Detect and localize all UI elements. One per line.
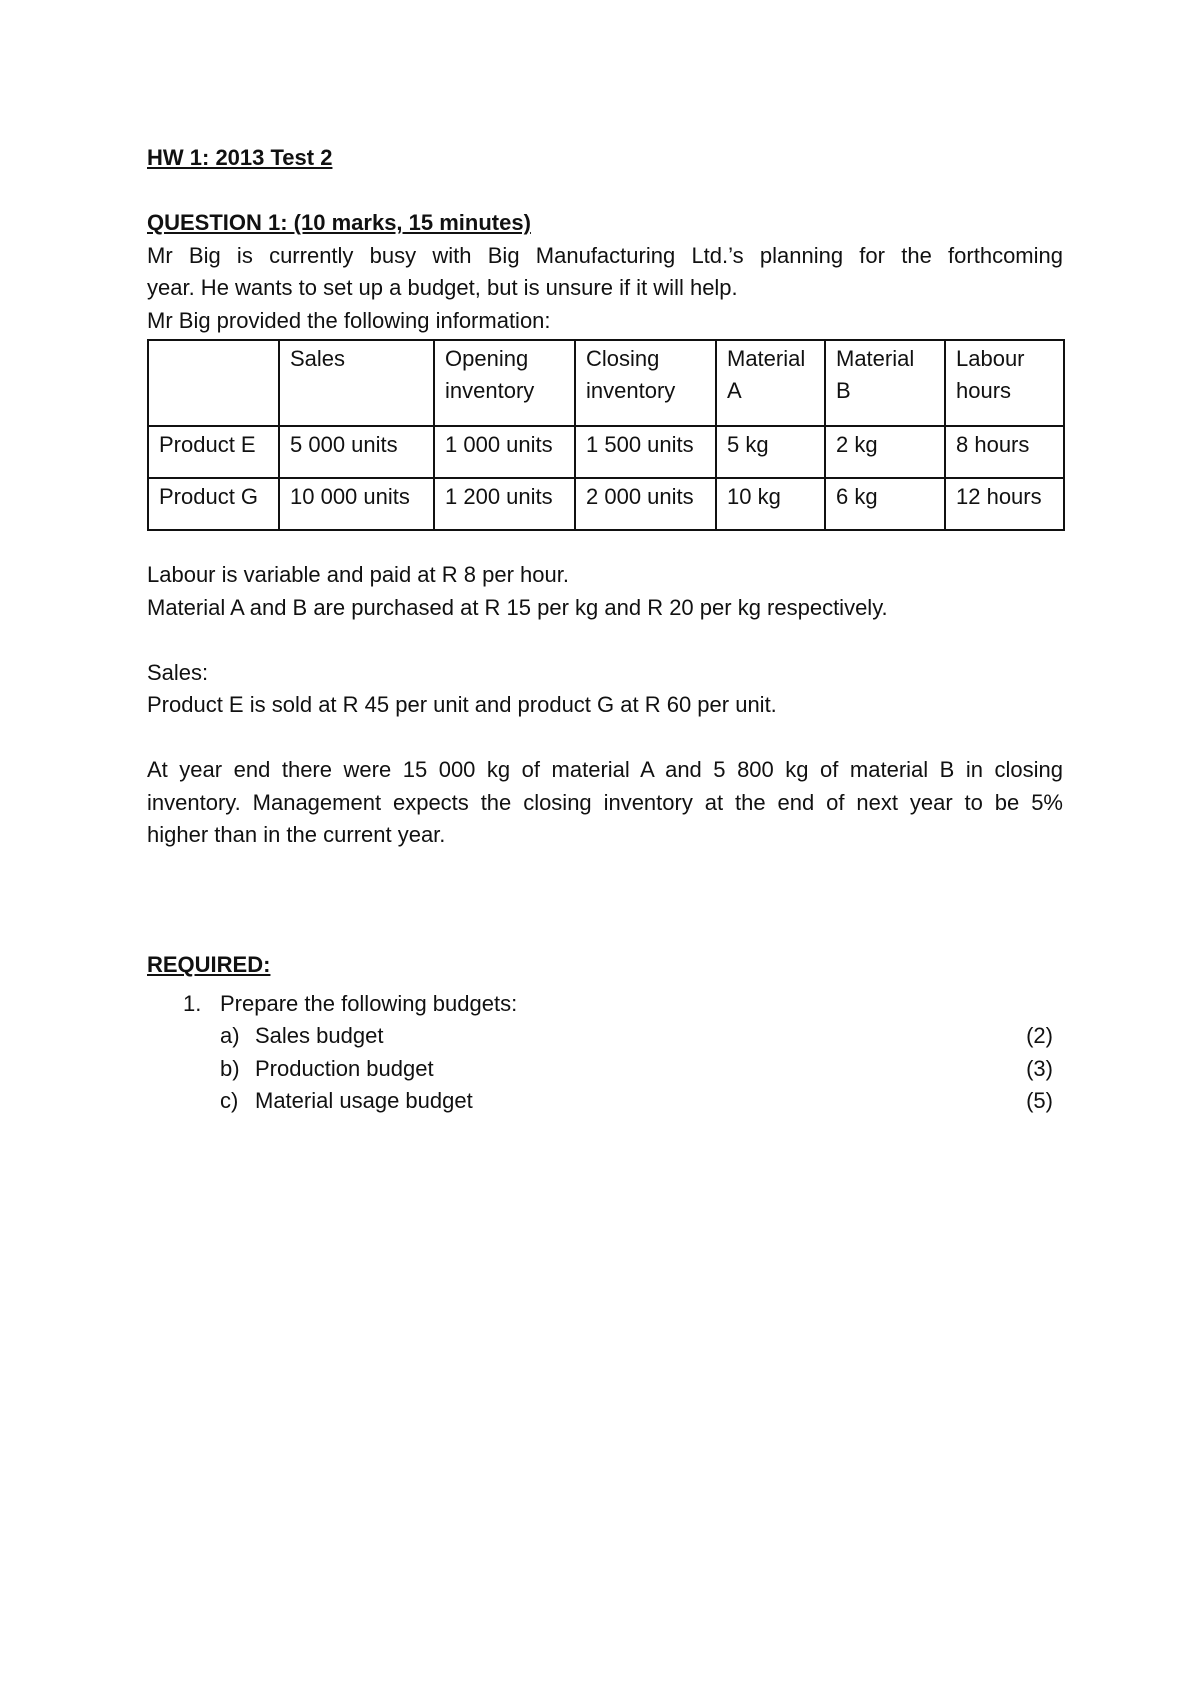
labour-rate-text: Labour is variable and paid at R 8 per hour. — [147, 562, 569, 587]
sub-item-letter: a) — [220, 1023, 240, 1048]
table-cell: Product E — [148, 426, 279, 478]
table-cell: 1 000 units — [434, 426, 575, 478]
table-cell: 6 kg — [825, 478, 945, 530]
sub-list-item — [147, 1085, 1063, 1118]
table-header-cell: Material A — [716, 340, 825, 426]
sub-item-marks: (2) — [1026, 1023, 1053, 1048]
list-number: 1. — [183, 990, 202, 1016]
table-cell: 5 kg — [716, 426, 825, 478]
table-cell: 2 000 units — [575, 478, 716, 530]
table-header-cell: Sales — [279, 340, 434, 426]
table-header-cell: Opening inventory — [434, 340, 575, 426]
table-cell: 2 kg — [825, 426, 945, 478]
question-heading: QUESTION 1: (10 marks, 15 minutes) — [147, 210, 531, 235]
required-heading: REQUIRED: — [147, 952, 271, 977]
required-list — [147, 988, 1063, 1118]
table-cell: 5 000 units — [279, 426, 434, 478]
table-cell: 10 kg — [716, 478, 825, 530]
table-header-row — [148, 340, 1064, 426]
intro-paragraph-line: Mr Big provided the following information: — [147, 307, 551, 333]
table-cell: 1 500 units — [575, 426, 716, 478]
list-item — [147, 988, 1063, 1021]
table-cell: Product G — [148, 478, 279, 530]
intro-paragraph-line: year. He wants to set up a budget, but is unsure if it will help. — [147, 275, 738, 300]
inventory-paragraph-line: inventory. Management expects the closing inventory at the end of next year to be 5% — [147, 789, 1063, 815]
table-cell: 8 hours — [945, 426, 1064, 478]
inventory-paragraph-line: At year end there were 15 000 kg of material A and 5 800 kg of material B in closing — [147, 757, 1063, 782]
material-price-text: Material A and B are purchased at R 15 per kg and R 20 per kg respectively. — [147, 594, 888, 620]
sub-item-text: Material usage budget — [255, 1088, 473, 1113]
table-cell: 12 hours — [945, 478, 1064, 530]
sub-item-marks: (5) — [1026, 1088, 1053, 1113]
table-header-cell: Labour hours — [945, 340, 1064, 426]
sub-list-item — [147, 1020, 1063, 1053]
sub-item-letter: c) — [220, 1088, 239, 1113]
table-header-cell — [148, 340, 279, 426]
table-row — [148, 426, 1064, 478]
document-page — [147, 142, 1063, 1118]
intro-paragraph-line: Mr Big is currently busy with Big Manufacturing Ltd.’s planning for the forthcoming — [147, 242, 1063, 268]
sales-price-text: Product E is sold at R 45 per unit and product G at R 60 per unit. — [147, 692, 777, 717]
sub-item-text: Sales budget — [255, 1023, 384, 1048]
table-row — [148, 478, 1064, 530]
table-cell: 1 200 units — [434, 478, 575, 530]
sub-item-marks: (3) — [1026, 1055, 1053, 1081]
information-table — [147, 339, 1065, 531]
sub-list-item — [147, 1053, 1063, 1086]
sub-item-text: Production budget — [255, 1055, 434, 1081]
inventory-paragraph-line: higher than in the current year. — [147, 822, 446, 847]
table-cell: 10 000 units — [279, 478, 434, 530]
sub-item-letter: b) — [220, 1055, 240, 1081]
list-item-text: Prepare the following budgets: — [220, 990, 518, 1016]
table-header-cell: Closing inventory — [575, 340, 716, 426]
document-title: HW 1: 2013 Test 2 — [147, 145, 333, 170]
table-header-cell: Material B — [825, 340, 945, 426]
sales-heading: Sales: — [147, 659, 209, 685]
